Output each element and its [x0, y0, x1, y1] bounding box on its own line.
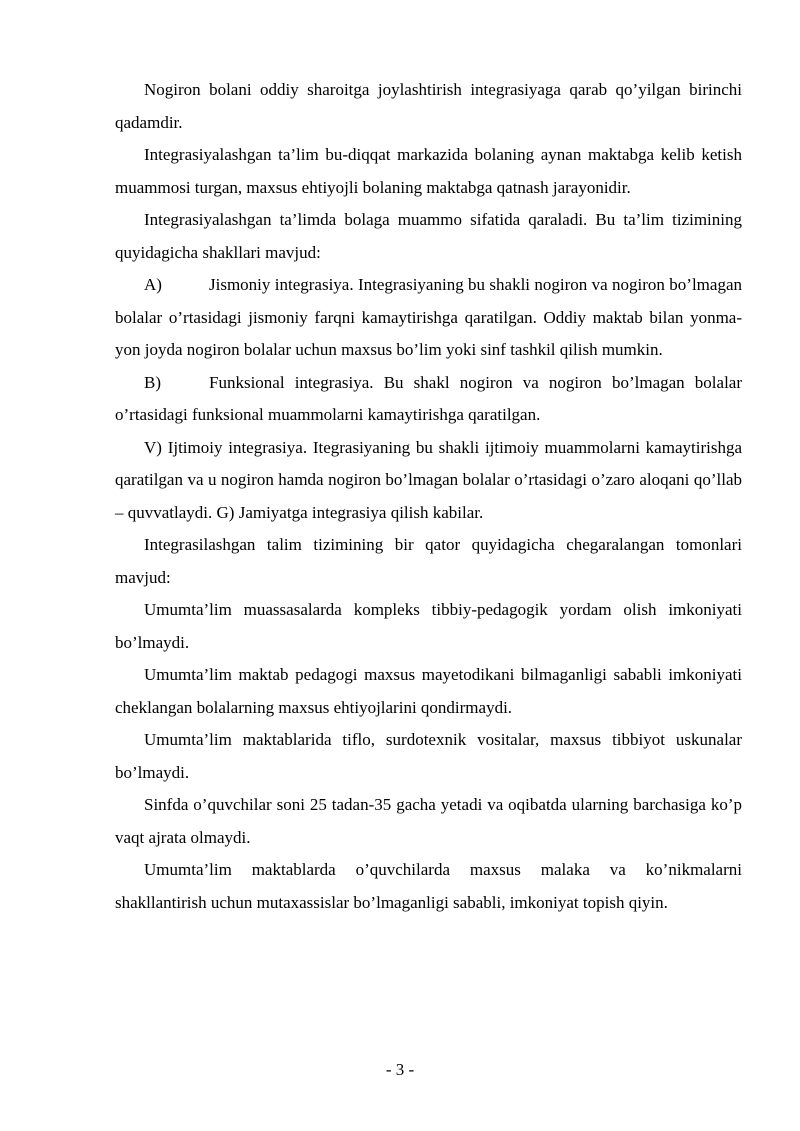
paragraph: Sinfda o’quvchilar soni 25 tadan-35 gacha yetadi va oqibatda ularning barchasiga ko’p vaqt ajrata olmaydi.: [115, 795, 742, 847]
list-item-text: Funksional integrasiya. Bu shakl nogiron va nogiron bo’lmagan bolalar o’rtasidagi funksional muammolarni kamaytirishga qaratilgan.: [115, 372, 742, 424]
list-item-a: [115, 269, 742, 367]
paragraph: Nogiron bolani oddiy sharoitga joylashtirish integrasiyaga qarab qo’yilgan birinchi qadamdir.: [115, 80, 742, 132]
list-marker: A): [144, 275, 162, 294]
list-item-b: [115, 367, 742, 432]
paragraph: Umumta’lim maktab pedagogi maxsus mayetodikani bilmaganligi sababli imkoniyati cheklangan bolalarning maxsus ehtiyojlarini qondirmaydi.: [115, 665, 742, 717]
body-text: [115, 74, 742, 919]
paragraph: V) Ijtimoiy integrasiya. Itegrasiyaning bu shakli ijtimoiy muammolarni kamaytirishga qaratilgan va u nogiron hamda nogiron bo’lmagan bolalar o’rtasidagi o’zaro aloqani qo’llab – quvvatlaydi. G) Jamiyatga integrasiya qilish kabilar.: [115, 437, 742, 522]
page-number: - 3 -: [385, 1060, 415, 1079]
paragraph: Integrasiyalashgan ta’limda bolaga muammo sifatida qaraladi. Bu ta’lim tizimining quyidagicha shakllari mavjud:: [115, 210, 742, 262]
paragraph: Integrasilashgan talim tizimining bir qator quyidagicha chegaralangan tomonlari mavjud:: [115, 535, 742, 587]
paragraph: Umumta’lim maktablarda o’quvchilarda maxsus malaka va ko’nikmalarni shakllantirish uchun mutaxassislar bo’lmaganligi sababli, imkoniyat topish qiyin.: [115, 860, 742, 912]
list-marker: B): [144, 372, 161, 392]
paragraph: Umumta’lim maktablarida tiflo, surdotexnik vositalar, maxsus tibbiyot uskunalar bo’lmaydi.: [115, 730, 742, 782]
paragraph: Integrasiyalashgan ta’lim bu-diqqat markazida bolaning aynan maktabga kelib ketish muammosi turgan, maxsus ehtiyojli bolaning maktabga qatnash jarayonidir.: [115, 145, 742, 197]
list-item-text: Jismoniy integrasiya. Integrasiyaning bu shakli nogiron va nogiron bo’lmagan bolalar o’rtasidagi jismoniy farqni kamaytirishga qaratilgan. Oddiy maktab bilan yonma-yon joyda nogiron bolalar uchun maxsus bo’lim yoki sinf tashkil qilish mumkin.: [115, 275, 742, 359]
paragraph: Umumta’lim muassasalarda kompleks tibbiy-pedagogik yordam olish imkoniyati bo’lmaydi.: [115, 600, 742, 652]
